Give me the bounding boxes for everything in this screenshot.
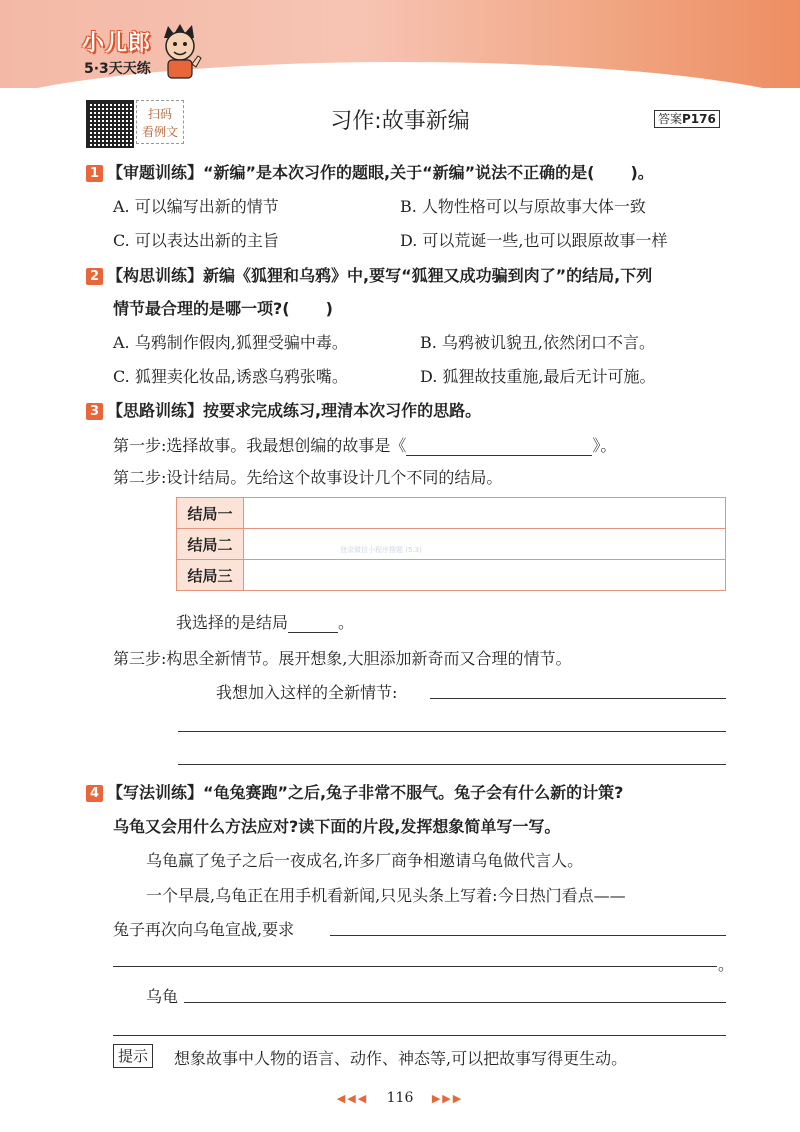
answer-page: P176 — [682, 112, 716, 126]
q2-stem-text: 新编《狐狸和乌鸦》中,要写“狐狸又成功骗到肉了”的结局,下列 — [203, 266, 653, 285]
q1-number: 1 — [86, 165, 103, 182]
q2-stem-line1 — [86, 263, 800, 286]
q4-tag: 【写法训练】 — [107, 783, 204, 802]
answer-prefix: 答案 — [658, 112, 683, 126]
q1-option-d: D. 可以荒诞一些,也可以跟原故事一样 — [400, 231, 668, 250]
mascot-icon — [158, 22, 202, 80]
tip-text: 想象故事中人物的语言、动作、神态等,可以把故事写得更生动。 — [174, 1049, 628, 1068]
brand-logo-title: 小儿郎 — [82, 31, 152, 56]
q1-tag: 【审题训练】 — [107, 163, 204, 182]
q1-stem-text: “新编”是本次习作的题眼,关于“新编”说法不正确的是( — [203, 163, 595, 182]
q1-stem-end: )。 — [630, 163, 654, 182]
q3-choose — [176, 610, 800, 633]
page-title: 习作:故事新编 — [330, 109, 470, 134]
ending-2-input[interactable] — [244, 529, 726, 560]
watermark-text: 登录微信小程序搜题 (5.3) — [340, 546, 422, 554]
q2-option-b: B. 乌鸦被讥貌丑,依然闭口不言。 — [420, 333, 656, 352]
q4-paragraph-3: 兔子再次向乌龟宣战,要求 — [113, 920, 295, 939]
q3-step2: 第二步:设计结局。先给这个故事设计几个不同的结局。 — [113, 468, 503, 487]
table-row — [177, 529, 726, 560]
q4-number: 4 — [86, 785, 103, 802]
q1-option-b: B. 人物性格可以与原故事大体一致 — [400, 197, 646, 216]
story-name-blank[interactable] — [406, 437, 592, 456]
brand-subtitle: 5·3天天练 — [84, 61, 151, 77]
q3-step1-prefix: 第一步:选择故事。我最想创编的故事是《 — [113, 436, 407, 455]
q3-step3: 第三步:构思全新情节。展开想象,大胆添加新奇而又合理的情节。 — [113, 649, 572, 668]
q3-tag: 【思路训练】 — [107, 401, 204, 420]
ending-1-label: 结局一 — [177, 498, 244, 529]
step3-write-line-2[interactable] — [178, 731, 726, 732]
table-row — [177, 498, 726, 529]
q2-stem-text2: 情节最合理的是哪一项?( — [113, 299, 290, 318]
qr-label-line1: 扫码 — [147, 107, 172, 121]
ending-choice-blank[interactable] — [288, 614, 338, 633]
q2-option-c: C. 狐狸卖化妆品,诱惑乌鸦张嘴。 — [113, 367, 348, 386]
q4-paragraph-3-end: 。 — [718, 955, 735, 974]
q4-paragraph-4: 乌龟 — [146, 987, 179, 1006]
step3-write-line-3[interactable] — [178, 764, 726, 765]
step3-write-line-1[interactable] — [430, 698, 726, 699]
q3-step1-suffix: 》。 — [592, 436, 617, 455]
q2-tag: 【构思训练】 — [107, 266, 204, 285]
endings-table — [176, 497, 726, 591]
ending-3-input[interactable] — [244, 560, 726, 591]
page-number: 116 — [386, 1090, 414, 1106]
rabbit-demand-line-2[interactable] — [113, 966, 717, 967]
q4-paragraph-1: 乌龟赢了兔子之后一夜成名,许多厂商争相邀请乌龟做代言人。 — [146, 851, 584, 870]
ending-2-label: 结局二 — [177, 529, 244, 560]
q3-choose-suffix: 。 — [338, 613, 355, 632]
q3-number: 3 — [86, 403, 103, 420]
prev-arrows-icon: ◀◀◀ — [336, 1092, 369, 1105]
next-arrows-icon: ▶▶▶ — [431, 1092, 464, 1105]
q3-stem — [86, 398, 800, 421]
qr-label-line2: 看例文 — [141, 125, 178, 139]
page-footer — [0, 1090, 800, 1106]
q2-option-d: D. 狐狸故技重施,最后无计可施。 — [420, 367, 656, 386]
ending-1-input[interactable] — [244, 498, 726, 529]
rabbit-demand-line-1[interactable] — [330, 935, 726, 936]
answer-reference — [654, 110, 720, 128]
q2-option-a: A. 乌鸦制作假肉,狐狸受骗中毒。 — [113, 333, 348, 352]
q1-option-a: A. 可以编写出新的情节 — [113, 197, 279, 216]
q1-stem — [86, 160, 800, 183]
q3-step3-prompt: 我想加入这样的全新情节: — [216, 683, 398, 702]
q2-number: 2 — [86, 268, 103, 285]
tortoise-response-line-1[interactable] — [184, 1002, 726, 1003]
ending-3-label: 结局三 — [177, 560, 244, 591]
q2-stem-line2 — [113, 296, 800, 319]
tip-label: 提示 — [113, 1044, 153, 1068]
table-row — [177, 560, 726, 591]
q4-stem-line1 — [86, 780, 800, 803]
q2-stem-end: ) — [325, 299, 333, 318]
q4-paragraph-2: 一个早晨,乌龟正在用手机看新闻,只见头条上写着:今日热门看点—— — [146, 886, 626, 905]
q4-stem-text: “龟兔赛跑”之后,兔子非常不服气。兔子会有什么新的计策? — [203, 783, 624, 802]
q3-stem-text: 按要求完成练习,理清本次习作的思路。 — [203, 401, 482, 420]
q1-option-c: C. 可以表达出新的主旨 — [113, 231, 279, 250]
q3-choose-prefix: 我选择的是结局 — [176, 613, 289, 632]
q4-stem-line2: 乌龟又会用什么方法应对?读下面的片段,发挥想象简单写一写。 — [113, 817, 561, 836]
q3-step1 — [113, 433, 800, 456]
tortoise-response-line-2[interactable] — [113, 1035, 726, 1036]
